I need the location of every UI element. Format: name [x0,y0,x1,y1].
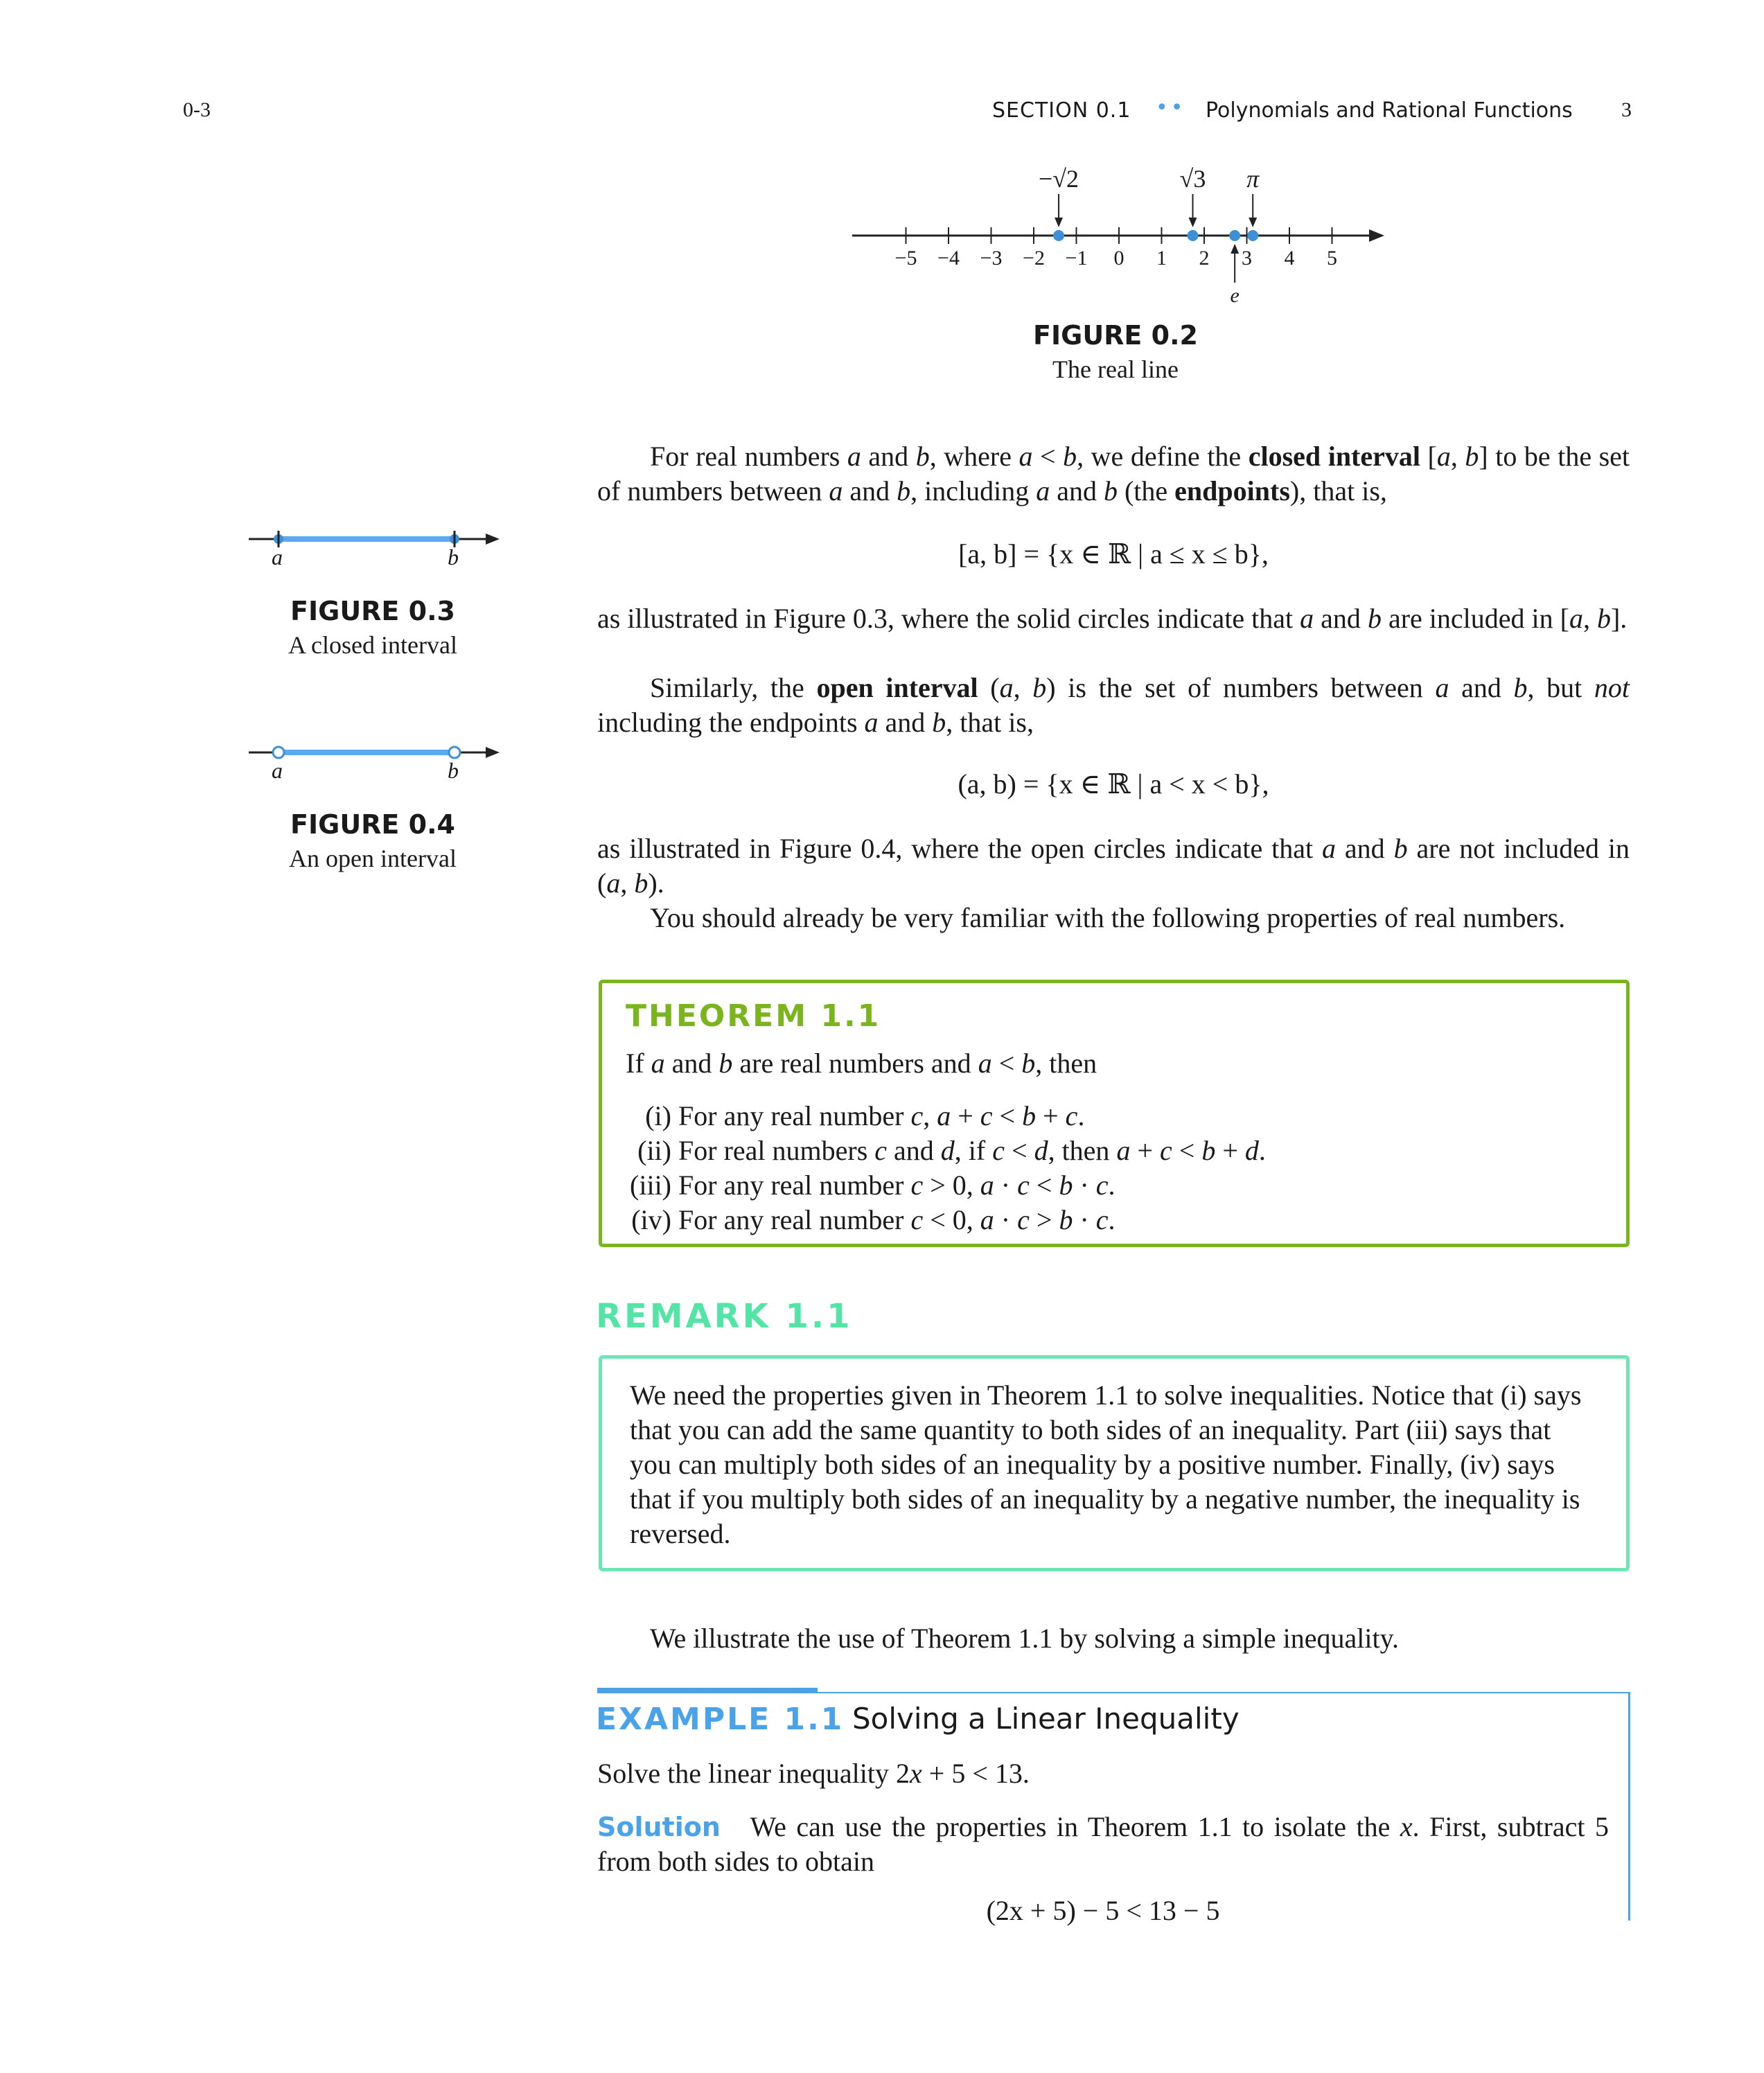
example-label: EXAMPLE 1.1 [596,1702,845,1737]
open-label-b: b [448,758,459,783]
closed-interval-equation: [a, b] = {x ∈ ℝ | a ≤ x ≤ b}, [958,538,1269,570]
figure-0-4-caption: An open interval [289,845,457,872]
tick-label: 1 [1156,247,1167,270]
open-interval-explanation: as illustrated in Figure 0.4, where the open circles indicate that a and b are not included in (a, b). [597,833,1630,899]
familiar-properties-text: You should already be very familiar with the following properties of real numbers. [650,902,1566,933]
arrow-head-icon [486,533,500,545]
theorem-item-number: (i) [645,1100,671,1131]
arrow-head-icon [1231,244,1239,254]
page-number-left: 0-3 [183,98,211,121]
tick-label: 4 [1284,247,1295,270]
arrow-head-icon [1369,229,1384,242]
tick-label: 5 [1327,247,1337,270]
section-separator-dots: •• [1156,96,1186,120]
example-statement: Solve the linear inequality 2x + 5 < 13. [597,1758,1030,1789]
open-endpoint-a [273,747,284,758]
tick-label: 0 [1113,247,1124,270]
theorem-item-number: (iii) [630,1170,671,1201]
remark-text: We need the properties given in Theorem 1.1 to solve inequalities. Notice that (i) says that you can add the same quantity to both sides of an inequality. Part (iii) says that you can multiply both sides of an inequality by a positive number. Finally, (iv) says that if you multiply both sides of an inequality by a negative number, the inequality is reversed. [630,1379,1582,1549]
open-interval-definition: Similarly, the open interval (a, b) is the set of numbers between a and b, but not including the endpoints a and b, that is, [597,672,1630,738]
open-interval-figure [246,739,502,787]
figure-0-2-title: FIGURE 0.2 [1033,320,1198,351]
open-endpoint-b [449,747,460,758]
tick-label: 2 [1199,247,1210,270]
point-marker [1247,230,1258,241]
section-label: SECTION 0.1 [992,98,1131,123]
tick-label: 3 [1242,247,1252,270]
theorem-item-number: (iv) [631,1204,671,1235]
arrow-head-icon [486,747,500,758]
section-title: Polynomials and Rational Functions [1206,98,1573,123]
point-label: e [1230,284,1240,305]
tick-label: −3 [980,247,1003,270]
point-label: −√2 [1039,166,1079,193]
closed-interval-explanation: as illustrated in Figure 0.3, where the solid circles indicate that a and b are included in [a, b]. [597,603,1628,634]
theorem-heading: THEOREM 1.1 [626,998,881,1034]
example-frame-top [818,1692,1630,1693]
closed-interval-definition: For real numbers a and b, where a < b, we define the closed interval [a, b] to be the set of numbers between a and b, including a and b (the endpoints), that is, [597,441,1630,506]
example-title: Solving a Linear Inequality [852,1702,1240,1736]
example-frame-right [1628,1692,1630,1921]
theorem-item-number: (ii) [637,1135,671,1166]
theorem-box: THEOREM 1.1 If a and b are real numbers and a < b, then (i) For any real number c, a + c < b + c. (ii) For real numbers c and d, if c < d, then a + c < b + d. (iii) For any real number c > 0, a · c < b · c. (iv) For any real number c < 0, a · c > b · c. [599,980,1630,1247]
point-marker [1229,230,1240,241]
remark-box [599,1355,1630,1571]
figure-0-2-caption: The real line [1052,355,1179,383]
figure-0-3-title: FIGURE 0.3 [290,596,455,626]
example-equation: (2x + 5) − 5 < 13 − 5 [986,1895,1220,1926]
real-line-figure [852,166,1386,305]
arrow-head-icon [1249,218,1257,227]
point-marker [1188,230,1199,241]
remark-heading: REMARK 1.1 [596,1297,853,1336]
figure-0-4-title: FIGURE 0.4 [290,809,455,840]
point-marker [1053,230,1064,241]
theorem-intro: If a and b are real numbers and a < b, then [626,1048,1097,1079]
solution-label: Solution [597,1812,721,1842]
closed-label-a: a [272,545,283,570]
tick-label: −5 [894,247,917,270]
illustrate-text: We illustrate the use of Theorem 1.1 by solving a simple inequality. [650,1623,1399,1654]
open-interval-equation: (a, b) = {x ∈ ℝ | a < x < b}, [958,768,1269,800]
figure-0-3-caption: A closed interval [288,631,457,659]
page-number-right: 3 [1621,98,1632,121]
tick-label: −2 [1023,247,1045,270]
arrow-head-icon [1189,218,1197,227]
open-label-a: a [272,758,283,783]
point-label: √3 [1179,166,1206,193]
point-label: π [1246,166,1260,193]
example-solution-text: Solution We can use the properties in Theorem 1.1 to isolate the x. First, subtract 5 from both sides to obtain [597,1811,1609,1877]
arrow-head-icon [1055,218,1063,227]
example-accent-bar [597,1688,818,1693]
tick-label: −1 [1065,247,1088,270]
tick-label: −4 [937,247,960,270]
closed-label-b: b [448,545,459,570]
closed-interval-figure [246,525,502,574]
